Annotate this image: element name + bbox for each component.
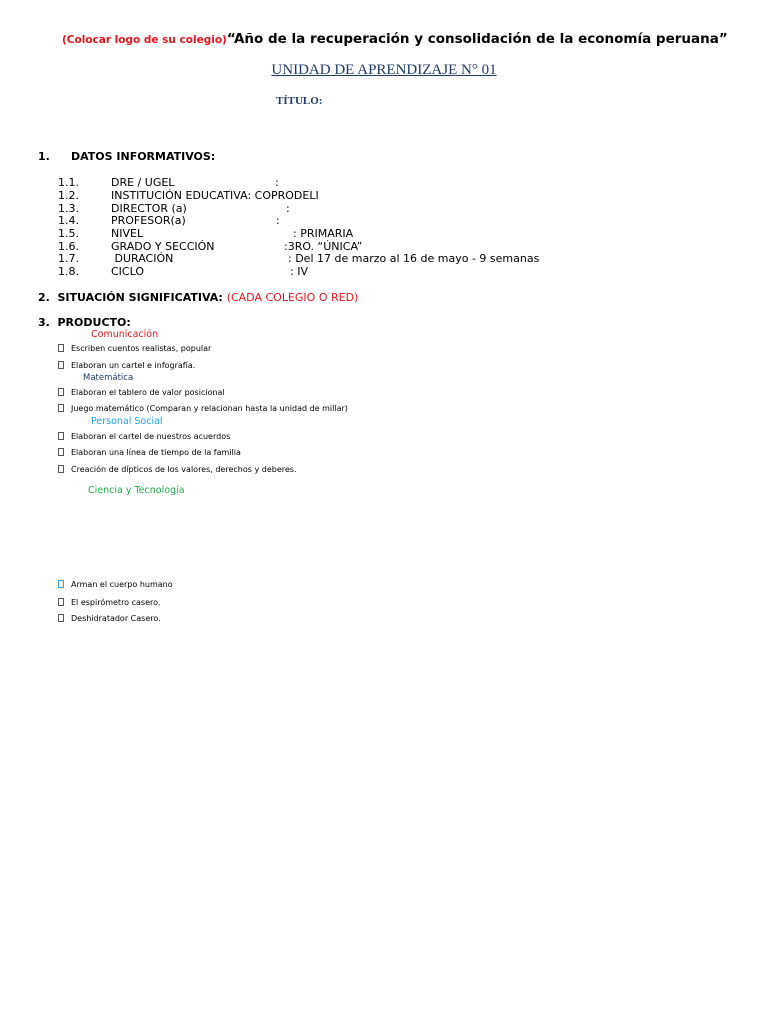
- section-producto-heading: 3. PRODUCTO:: [38, 316, 131, 329]
- subject-matematica: Matemática: [83, 373, 134, 383]
- list-item-text: Deshidratador Casero.: [71, 614, 161, 623]
- logo-placeholder-note: (Colocar logo de su colegio): [62, 34, 227, 46]
- list-item: [58, 447, 241, 459]
- list-item-text: Elaboran un cartel e infografía.: [71, 361, 196, 370]
- info-row-label: NIVEL: [111, 227, 144, 240]
- info-row-value: : IV: [290, 265, 308, 278]
- year-motto: “Año de la recuperación y consolidación de la economía peruana”: [226, 31, 728, 47]
- info-row-label: DRE / UGEL: [111, 176, 175, 189]
- unit-title: UNIDAD DE APRENDIZAJE N° 01: [271, 62, 497, 78]
- info-row-number: 1.4.: [58, 214, 79, 227]
- list-item-text: Elaboran el cartel de nuestros acuerdos: [71, 432, 231, 441]
- info-row-number: 1.1.: [58, 176, 79, 189]
- list-item-text: Creación de dípticos de los valores, derechos y deberes.: [71, 465, 297, 474]
- list-item-text: Escriben cuentos realistas, popular: [71, 344, 212, 353]
- info-row-number: 1.2.: [58, 189, 79, 202]
- bullet-box-icon: [58, 598, 64, 606]
- info-row-value: :: [276, 214, 280, 227]
- section-datos-informativos-heading: [38, 150, 215, 163]
- subject-personal-social: Personal Social: [91, 416, 163, 427]
- list-item-text: El espirómetro casero.: [71, 598, 161, 607]
- subject-comunicacion: Comunicación: [91, 329, 159, 340]
- list-item-text: Elaboran el tablero de valor posicional: [71, 388, 225, 397]
- info-row-number: 1.6.: [58, 240, 79, 253]
- section-situacion-heading: [38, 291, 358, 304]
- bullet-box-icon: [58, 465, 64, 473]
- info-row-label: DIRECTOR (a): [111, 202, 187, 215]
- info-row-number: 1.7.: [58, 252, 79, 265]
- info-row-value: :3RO. “ÚNICA”: [284, 240, 363, 253]
- section-number: 1.: [38, 150, 50, 163]
- list-item: [58, 431, 230, 443]
- info-row-value: : PRIMARIA: [293, 227, 354, 240]
- info-row-number: 1.8.: [58, 265, 79, 278]
- info-row-number: 1.5.: [58, 227, 79, 240]
- bullet-box-icon: [58, 361, 64, 369]
- bullet-box-icon: [58, 580, 64, 588]
- list-item: [58, 613, 161, 625]
- section-title: DATOS INFORMATIVOS:: [71, 150, 216, 163]
- list-item: [58, 343, 211, 355]
- header-line: [62, 31, 728, 47]
- info-row-value: : Del 17 de marzo al 16 de mayo - 9 semanas: [288, 252, 540, 265]
- info-row-value: :: [286, 202, 290, 215]
- list-item: [58, 387, 225, 399]
- info-row-value: :: [275, 176, 279, 189]
- bullet-box-icon: [58, 614, 64, 622]
- list-item: [58, 579, 173, 591]
- bullet-box-icon: [58, 388, 64, 396]
- info-row-label: CICLO: [111, 265, 144, 278]
- list-item: [58, 360, 195, 372]
- bullet-box-icon: [58, 344, 64, 352]
- titulo-label: TÍTULO:: [276, 95, 323, 107]
- bullet-box-icon: [58, 432, 64, 440]
- section-title: 2. SITUACIÓN SIGNIFICATIVA:: [38, 291, 223, 304]
- bullet-box-icon: [58, 448, 64, 456]
- list-item-text: Juego matemático (Comparan y relacionan hasta la unidad de millar): [71, 404, 348, 413]
- list-item: [58, 403, 348, 415]
- info-row-label: PROFESOR(a): [111, 214, 186, 227]
- list-item: [58, 464, 296, 476]
- info-row-label: GRADO Y SECCIÓN: [111, 240, 215, 253]
- info-row-label: INSTITUCIÓN EDUCATIVA: COPRODELI: [111, 189, 319, 202]
- list-item-text: Elaboran una línea de tiempo de la familia: [71, 448, 241, 457]
- info-row-label: DURACIÓN: [111, 252, 174, 265]
- subject-ciencia-tecnologia: Ciencia y Tecnología: [88, 485, 185, 496]
- list-item-text: Arman el cuerpo humano: [71, 580, 173, 589]
- info-row-number: 1.3.: [58, 202, 79, 215]
- list-item: [58, 597, 160, 609]
- section-note: (CADA COLEGIO O RED): [226, 291, 359, 304]
- bullet-box-icon: [58, 404, 64, 412]
